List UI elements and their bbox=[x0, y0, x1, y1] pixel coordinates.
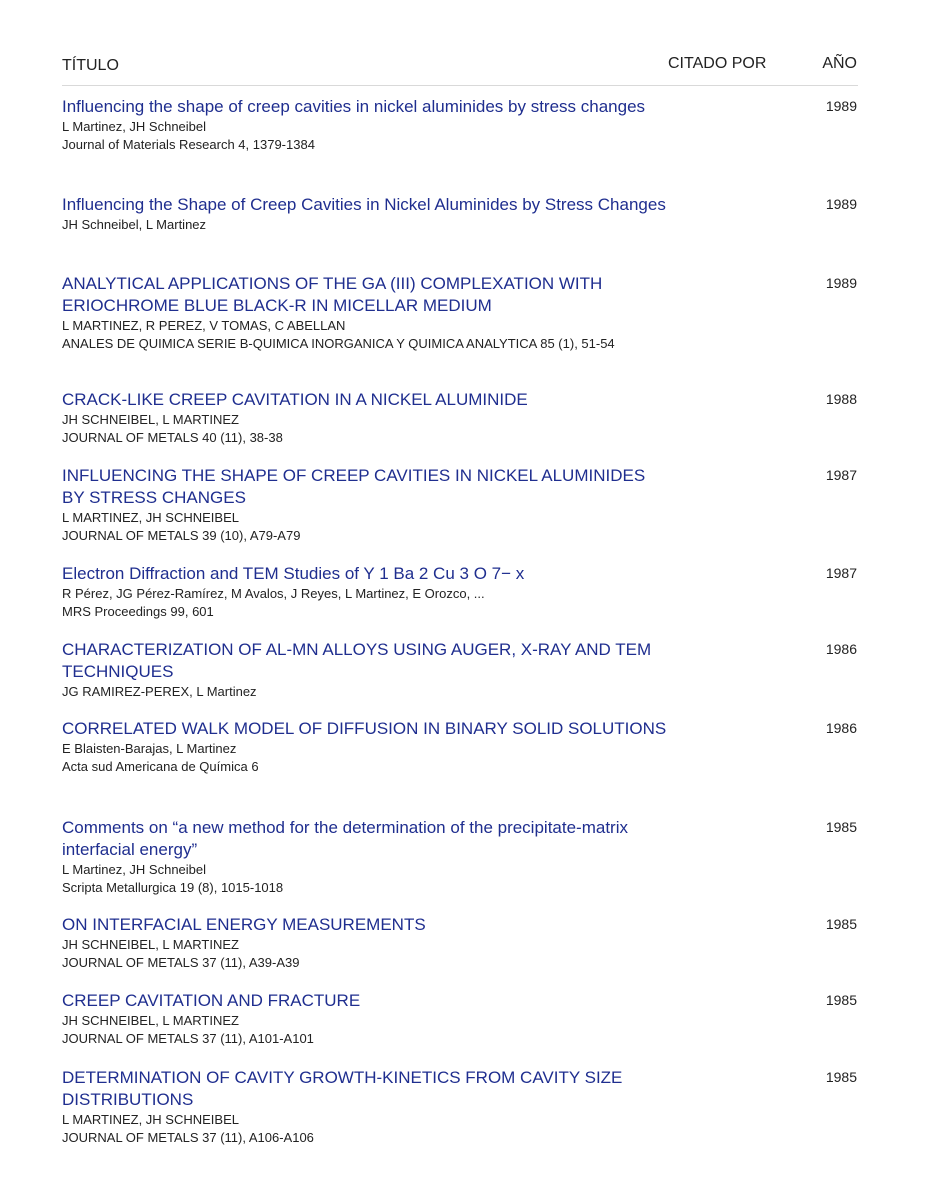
article-row bbox=[62, 563, 858, 621]
article-authors: L MARTINEZ, JH SCHNEIBEL bbox=[62, 510, 239, 525]
article-row bbox=[62, 639, 858, 701]
article-title-link[interactable]: CORRELATED WALK MODEL OF DIFFUSION IN BINARY SOLID SOLUTIONS bbox=[62, 719, 667, 738]
column-header-title[interactable]: TÍTULO bbox=[62, 57, 119, 74]
article-year: 1987 bbox=[825, 565, 857, 581]
article-row bbox=[62, 96, 858, 154]
article-authors: JH Schneibel, L Martinez bbox=[62, 217, 207, 232]
article-authors: E Blaisten-Barajas, L Martinez bbox=[62, 741, 237, 756]
article-venue: JOURNAL OF METALS 37 (11), A39-A39 bbox=[62, 955, 300, 970]
article-title-link[interactable]: Comments on “a new method for the determination of the precipitate-matrix interfacial energy” bbox=[62, 818, 628, 859]
article-year: 1989 bbox=[825, 98, 857, 114]
article-venue: JOURNAL OF METALS 39 (10), A79-A79 bbox=[62, 528, 301, 543]
article-authors: R Pérez, JG Pérez-Ramírez, M Avalos, J Reyes, L Martinez, E Orozco, ... bbox=[62, 586, 485, 601]
article-year: 1985 bbox=[825, 819, 857, 835]
article-authors: JG RAMIREZ-PEREX, L Martinez bbox=[62, 684, 257, 699]
article-title-link[interactable]: CRACK-LIKE CREEP CAVITATION IN A NICKEL ALUMINIDE bbox=[62, 390, 528, 409]
article-row bbox=[62, 817, 858, 897]
article-venue: Journal of Materials Research 4, 1379-1384 bbox=[62, 137, 315, 152]
article-title-link[interactable]: CHARACTERIZATION OF AL-MN ALLOYS USING AUGER, X-RAY AND TEM TECHNIQUES bbox=[62, 640, 652, 681]
article-authors: JH SCHNEIBEL, L MARTINEZ bbox=[62, 1013, 239, 1028]
article-authors: L MARTINEZ, R PEREZ, V TOMAS, C ABELLAN bbox=[62, 318, 346, 333]
article-authors: L MARTINEZ, JH SCHNEIBEL bbox=[62, 1112, 239, 1127]
article-authors: L Martinez, JH Schneibel bbox=[62, 119, 207, 134]
article-title-link[interactable]: Influencing the Shape of Creep Cavities in Nickel Aluminides by Stress Changes bbox=[62, 195, 666, 214]
article-title-link[interactable]: INFLUENCING THE SHAPE OF CREEP CAVITIES IN NICKEL ALUMINIDES BY STRESS CHANGES bbox=[62, 466, 646, 507]
article-venue: Acta sud Americana de Química 6 bbox=[62, 759, 259, 774]
article-row bbox=[62, 914, 858, 972]
article-title-link[interactable]: DETERMINATION OF CAVITY GROWTH-KINETICS FROM CAVITY SIZE DISTRIBUTIONS bbox=[62, 1068, 623, 1109]
article-authors: JH SCHNEIBEL, L MARTINEZ bbox=[62, 412, 239, 427]
article-row bbox=[62, 194, 858, 234]
article-title-link[interactable]: Electron Diffraction and TEM Studies of Y 1 Ba 2 Cu 3 O 7− x bbox=[62, 564, 525, 583]
article-year: 1986 bbox=[825, 720, 857, 736]
article-venue: JOURNAL OF METALS 37 (11), A101-A101 bbox=[62, 1031, 314, 1046]
column-header-cited-by[interactable]: CITADO POR bbox=[668, 55, 767, 72]
article-authors: JH SCHNEIBEL, L MARTINEZ bbox=[62, 937, 239, 952]
article-venue: ANALES DE QUIMICA SERIE B-QUIMICA INORGANICA Y QUIMICA ANALYTICA 85 (1), 51-54 bbox=[62, 336, 615, 351]
column-header-year[interactable]: AÑO bbox=[822, 55, 857, 72]
article-title-link[interactable]: Influencing the shape of creep cavities in nickel aluminides by stress changes bbox=[62, 97, 646, 116]
article-year: 1985 bbox=[825, 1069, 857, 1085]
article-venue: JOURNAL OF METALS 37 (11), A106-A106 bbox=[62, 1130, 314, 1145]
article-row bbox=[62, 273, 858, 353]
article-row bbox=[62, 990, 858, 1048]
article-row bbox=[62, 718, 858, 776]
article-venue: JOURNAL OF METALS 40 (11), 38-38 bbox=[62, 430, 283, 445]
article-year: 1987 bbox=[825, 467, 857, 483]
article-year: 1985 bbox=[825, 916, 857, 932]
article-venue: Scripta Metallurgica 19 (8), 1015-1018 bbox=[62, 880, 284, 895]
article-year: 1988 bbox=[825, 391, 857, 407]
article-authors: L Martinez, JH Schneibel bbox=[62, 862, 207, 877]
article-venue: MRS Proceedings 99, 601 bbox=[62, 604, 214, 619]
article-year: 1985 bbox=[825, 992, 857, 1008]
article-row bbox=[62, 465, 858, 545]
article-title-link[interactable]: ANALYTICAL APPLICATIONS OF THE GA (III) COMPLEXATION WITH ERIOCHROME BLUE BLACK-R IN MICELLAR MEDIUM bbox=[62, 274, 603, 315]
article-year: 1989 bbox=[825, 275, 857, 291]
article-title-link[interactable]: ON INTERFACIAL ENERGY MEASUREMENTS bbox=[62, 915, 426, 934]
article-row bbox=[62, 1067, 858, 1147]
article-row bbox=[62, 389, 858, 447]
article-title-link[interactable]: CREEP CAVITATION AND FRACTURE bbox=[62, 991, 361, 1010]
table-header bbox=[62, 55, 858, 86]
article-year: 1989 bbox=[825, 196, 857, 212]
article-year: 1986 bbox=[825, 641, 857, 657]
